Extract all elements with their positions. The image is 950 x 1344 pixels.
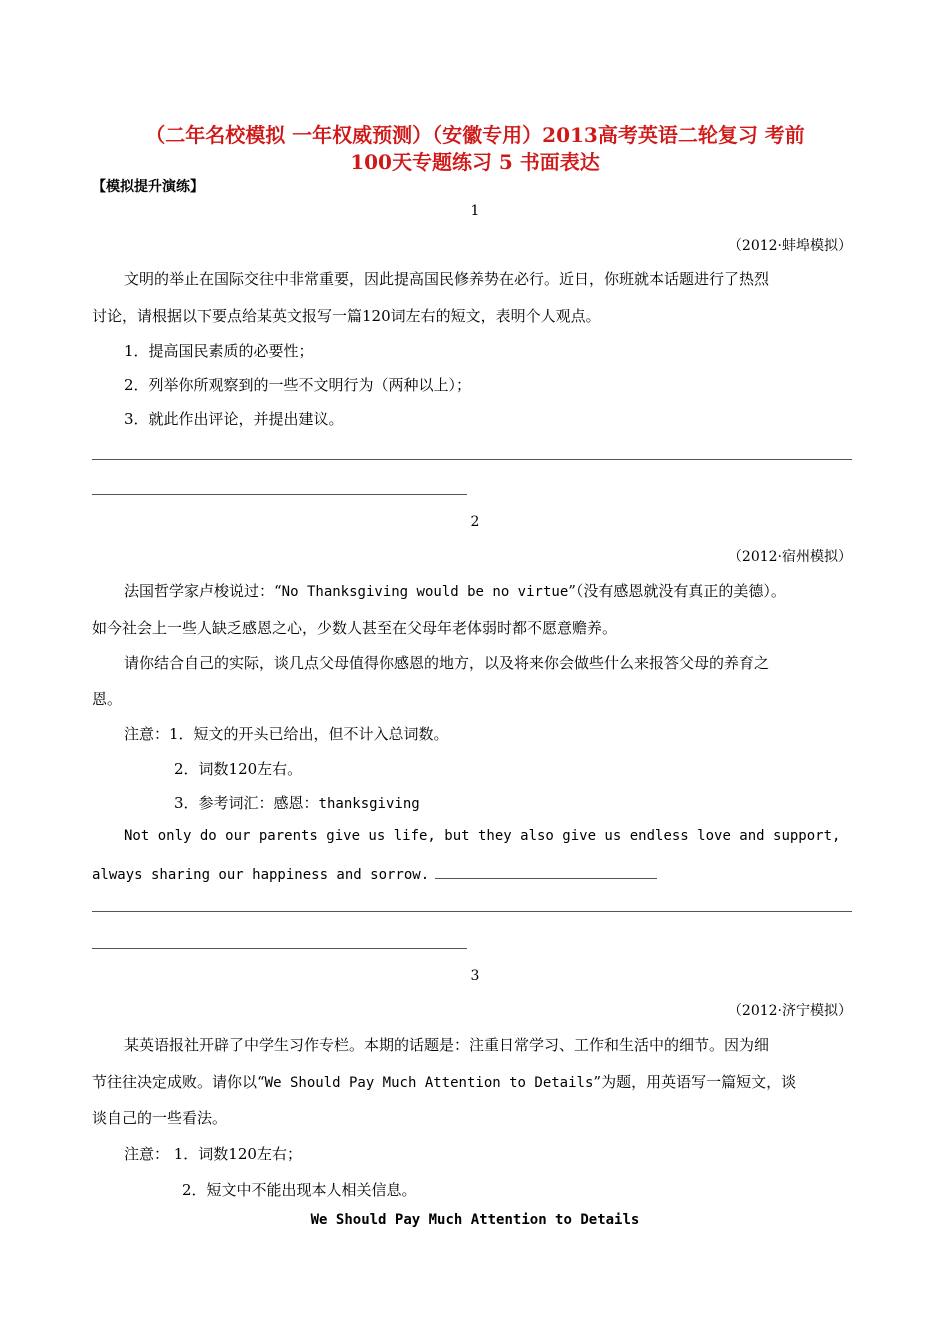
answer-line[interactable] <box>92 459 852 460</box>
question-2-source: （2012·宿州模拟） <box>727 549 852 565</box>
answer-blank[interactable] <box>435 864 657 879</box>
question-1-point-1: 1．提高国民素质的必要性； <box>124 342 314 360</box>
question-1-paragraph-line-2: 讨论，请根据以下要点给某英文报写一篇120词左右的短文，表明个人观点。 <box>92 307 601 325</box>
question-1-point-3: 3．就此作出评论，并提出建议。 <box>124 410 344 428</box>
question-1-paragraph-line-1: 文明的举止在国际交往中非常重要，因此提高国民修养势在必行。近日，你班就本话题进行了热烈 <box>124 270 770 288</box>
question-2-note-3: 3．参考词汇：感恩：thanksgiving <box>174 794 420 812</box>
question-2-number: 2 <box>470 514 480 530</box>
question-1-point-2: 2．列举你所观察到的一些不文明行为（两种以上）； <box>124 376 472 394</box>
question-3-paragraph-line-3: 谈自己的一些看法。 <box>92 1109 228 1127</box>
question-2-paragraph-line-3: 请你结合自己的实际，谈几点父母值得你感恩的地方，以及将来你会做些什么来报答父母的养育之 <box>124 654 770 672</box>
question-3-paragraph-line-1: 某英语报社开辟了中学生习作专栏。本期的话题是：注重日常学习、工作和生活中的细节。因为细 <box>124 1036 770 1054</box>
question-2-note-1: 注意：1．短文的开头已给出，但不计入总词数。 <box>124 725 449 743</box>
question-3-paragraph-line-2: 节往往决定成败。请你以“We Should Pay Much Attention to Details”为题，用英语写一篇短文，谈 <box>92 1073 797 1091</box>
essay-title: We Should Pay Much Attention to Details <box>310 1212 640 1228</box>
question-3-note-2: 2．短文中不能出现本人相关信息。 <box>182 1181 417 1199</box>
answer-line[interactable] <box>92 911 852 912</box>
question-2-note-2: 2．词数120左右。 <box>174 760 303 778</box>
question-1-number: 1 <box>470 203 480 219</box>
question-2-opening-line-1: Not only do our parents give us life, but they also give us endless love and support, <box>124 828 841 844</box>
document-title-line-1: （二年名校模拟 一年权威预测）（安徽专用）2013高考英语二轮复习 考前 <box>145 123 805 147</box>
question-2-paragraph-line-1: 法国哲学家卢梭说过：“No Thanksgiving would be no virtue”（没有感恩就没有真正的美德）。 <box>124 582 786 600</box>
question-3-number: 3 <box>470 968 480 984</box>
question-1-source: （2012·蚌埠模拟） <box>727 238 852 254</box>
answer-line[interactable] <box>92 948 467 949</box>
question-2-opening-line-2: always sharing our happiness and sorrow. <box>92 864 657 883</box>
section-label: 【模拟提升演练】 <box>92 179 204 195</box>
answer-line[interactable] <box>92 494 467 495</box>
question-2-paragraph-line-2: 如今社会上一些人缺乏感恩之心，少数人甚至在父母年老体弱时都不愿意赡养。 <box>92 619 618 637</box>
question-3-source: （2012·济宁模拟） <box>727 1003 852 1019</box>
document-title-line-2: 100天专题练习 5 书面表达 <box>350 150 600 174</box>
question-2-paragraph-line-4: 恩。 <box>92 690 123 708</box>
question-3-note-1: 注意： 1．词数120左右； <box>124 1145 302 1163</box>
